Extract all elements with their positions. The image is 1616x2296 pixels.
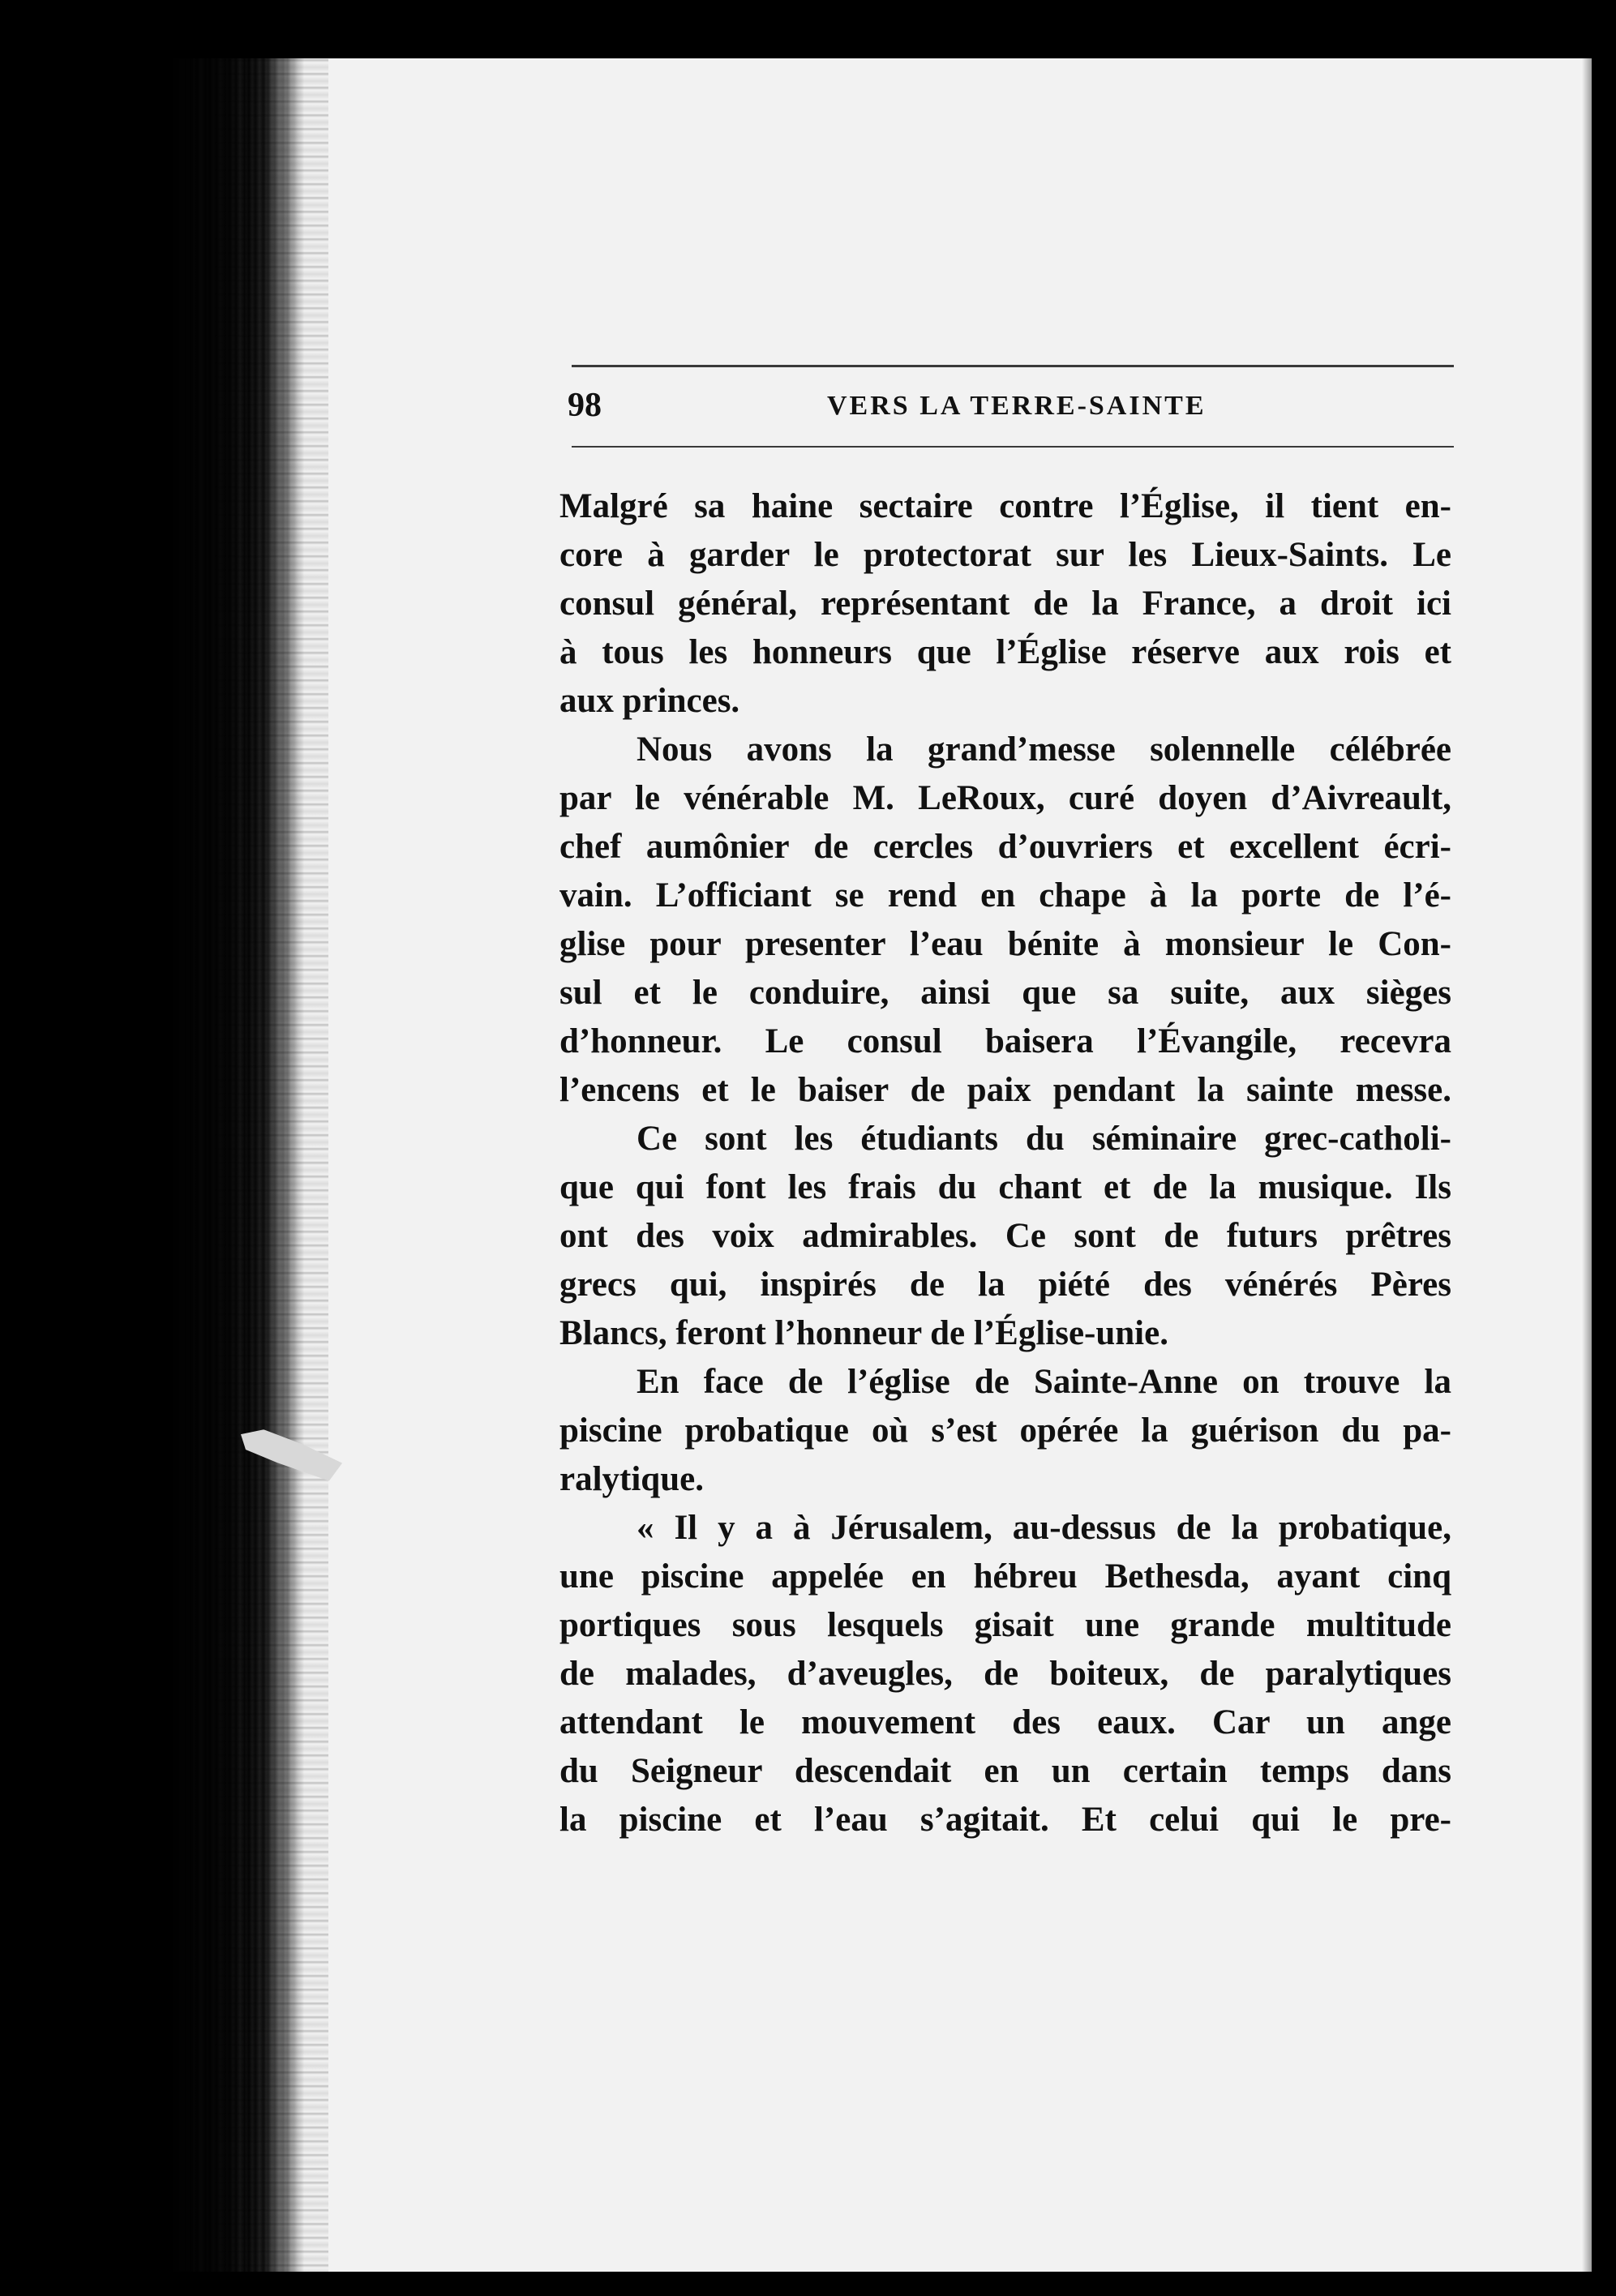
text-line: de malades, d’aveugles, de boiteux, de paralytiques <box>559 1655 1451 1693</box>
text-line: core à garder le protectorat sur les Lieux-Saints. Le <box>559 536 1451 574</box>
page-number: 98 <box>568 387 602 424</box>
running-title: VERS LA TERRE-SAINTE <box>827 391 1207 421</box>
text-line: ralytique. <box>559 1460 704 1498</box>
binding-shadow <box>215 58 328 2272</box>
header-rule-bottom <box>572 446 1454 448</box>
text-line: Blancs, feront l’honneur de l’Église-unie. <box>559 1314 1168 1352</box>
text-line: chef aumônier de cercles d’ouvriers et excellent écri- <box>559 828 1451 866</box>
text-line: En face de l’église de Sainte-Anne on trouve la <box>637 1363 1451 1401</box>
header-rule-top <box>572 365 1454 367</box>
text-line: Malgré sa haine sectaire contre l’Église, il tient en- <box>559 487 1451 525</box>
text-line: piscine probatique où s’est opérée la guérison du pa- <box>559 1411 1451 1450</box>
text-line: portiques sous lesquels gisait une grande multitude <box>559 1606 1451 1644</box>
text-line: à tous les honneurs que l’Église réserve aux rois et <box>559 633 1451 671</box>
text-line: Ce sont les étudiants du séminaire grec-catholi- <box>637 1120 1451 1158</box>
text-line: aux princes. <box>559 682 740 720</box>
text-line: glise pour presenter l’eau bénite à monsieur le Con- <box>559 925 1451 963</box>
text-line: grecs qui, inspirés de la piété des vénérés Pères <box>559 1266 1451 1304</box>
text-line: attendant le mouvement des eaux. Car un ange <box>559 1703 1451 1741</box>
text-line: consul général, représentant de la France, a droit ici <box>559 585 1451 623</box>
running-header <box>568 381 1460 430</box>
body-text <box>559 482 1451 1844</box>
text-line: par le vénérable M. LeRoux, curé doyen d’Aivreault, <box>559 779 1451 817</box>
text-line: du Seigneur descendait en un certain temps dans <box>559 1752 1451 1790</box>
text-line: d’honneur. Le consul baisera l’Évangile, recevra <box>559 1022 1451 1060</box>
text-line: l’encens et le baiser de paix pendant la sainte messe. <box>559 1071 1451 1109</box>
text-line: ont des voix admirables. Ce sont de futurs prêtres <box>559 1217 1451 1255</box>
text-line: Nous avons la grand’messe solennelle célébrée <box>637 730 1451 769</box>
text-line: sul et le conduire, ainsi que sa suite, aux sièges <box>559 974 1451 1012</box>
text-line: « Il y a à Jérusalem, au-dessus de la probatique, <box>637 1509 1451 1547</box>
text-line: vain. L’officiant se rend en chape à la porte de l’é- <box>559 876 1451 915</box>
page-edge-shadow <box>1582 58 1592 2272</box>
text-line: que qui font les frais du chant et de la musique. Ils <box>559 1168 1451 1206</box>
text-line: la piscine et l’eau s’agitait. Et celui qui le pre- <box>559 1801 1451 1839</box>
text-line: une piscine appelée en hébreu Bethesda, ayant cinq <box>559 1557 1451 1596</box>
